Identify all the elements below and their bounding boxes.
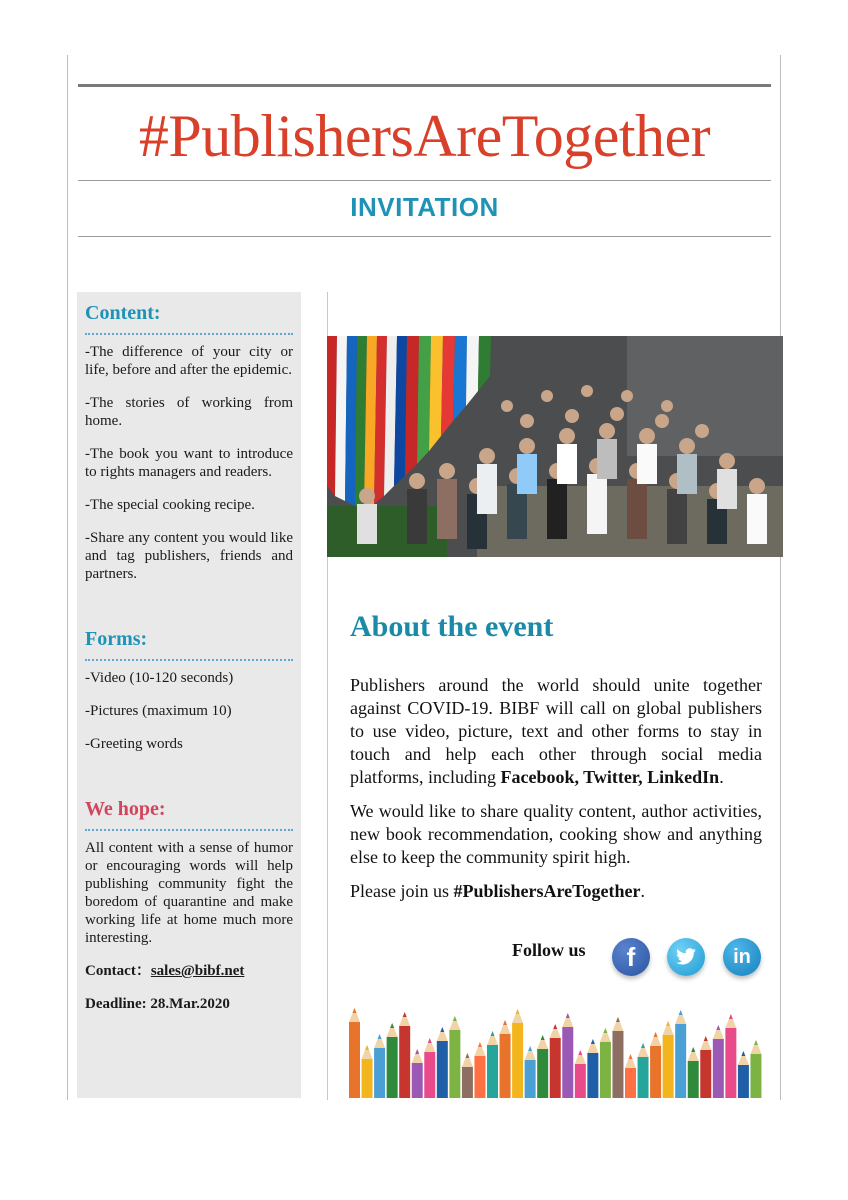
title-divider [78, 180, 771, 181]
page-title: #PublishersAreTogether [138, 103, 711, 169]
group-photo [327, 336, 783, 557]
about-heading: About the event [350, 610, 554, 643]
top-rule [78, 84, 771, 87]
content-item: -The stories of working from home. [85, 395, 293, 429]
twitter-icon[interactable] [667, 938, 705, 976]
follow-us-label: Follow us [512, 940, 586, 960]
page-subtitle: INVITATION [350, 192, 499, 222]
forms-heading: Forms: [85, 628, 148, 650]
forms-item: -Pictures (maximum 10) [85, 703, 232, 719]
deadline: Deadline: 28.Mar.2020 [85, 996, 230, 1012]
sidebar [77, 292, 301, 1098]
contact-line [85, 962, 293, 980]
hope-text: All content with a sense of humor or encouraging words will help publishing community fight the boredom of quarantine and make working life at home much more interesting. [85, 840, 293, 946]
content-heading: Content: [85, 302, 161, 324]
hashtag: #PublishersAreTogether [453, 881, 641, 901]
content-item: -The book you want to introduce to rights managers and readers. [85, 446, 293, 480]
about-paragraph-3: Please join us #PublishersAreTogether. [350, 881, 645, 901]
contact-email-link[interactable]: sales@bibf.net [150, 963, 245, 979]
forms-item: -Video (10-120 seconds) [85, 670, 234, 686]
subtitle-divider [78, 236, 771, 237]
facebook-icon[interactable]: f [612, 938, 650, 976]
linkedin-icon[interactable]: in [723, 938, 761, 976]
content-item: -Share any content you would like and tag publishers, friends and partners. [85, 530, 293, 582]
contact-label: Contact： [85, 963, 151, 979]
content-item: -The special cooking recipe. [85, 497, 255, 513]
platform-list: Facebook, Twitter, LinkedIn [500, 767, 720, 787]
page-edge-right [780, 55, 781, 1100]
about-paragraph-2: We would like to share quality content, author activities, new book recommendation, cooking show and anything else to keep the community spirit high. [350, 801, 762, 867]
page-edge-left [67, 55, 68, 1100]
forms-item: -Greeting words [85, 736, 183, 752]
about-body [350, 674, 762, 914]
colored-pencils-decoration [348, 998, 762, 1098]
about-paragraph-1: Publishers around the world should unite together against COVID-19. BIBF will call on global publishers to use video, picture, text and other forms to stay in touch and help each other through social media platforms, including Facebook, Twitter, LinkedIn. [350, 675, 762, 787]
dotted-divider [85, 659, 293, 661]
dotted-divider [85, 829, 293, 831]
content-item: -The difference of your city or life, before and after the epidemic. [85, 344, 293, 378]
dotted-divider [85, 333, 293, 335]
hope-heading: We hope: [85, 798, 166, 820]
